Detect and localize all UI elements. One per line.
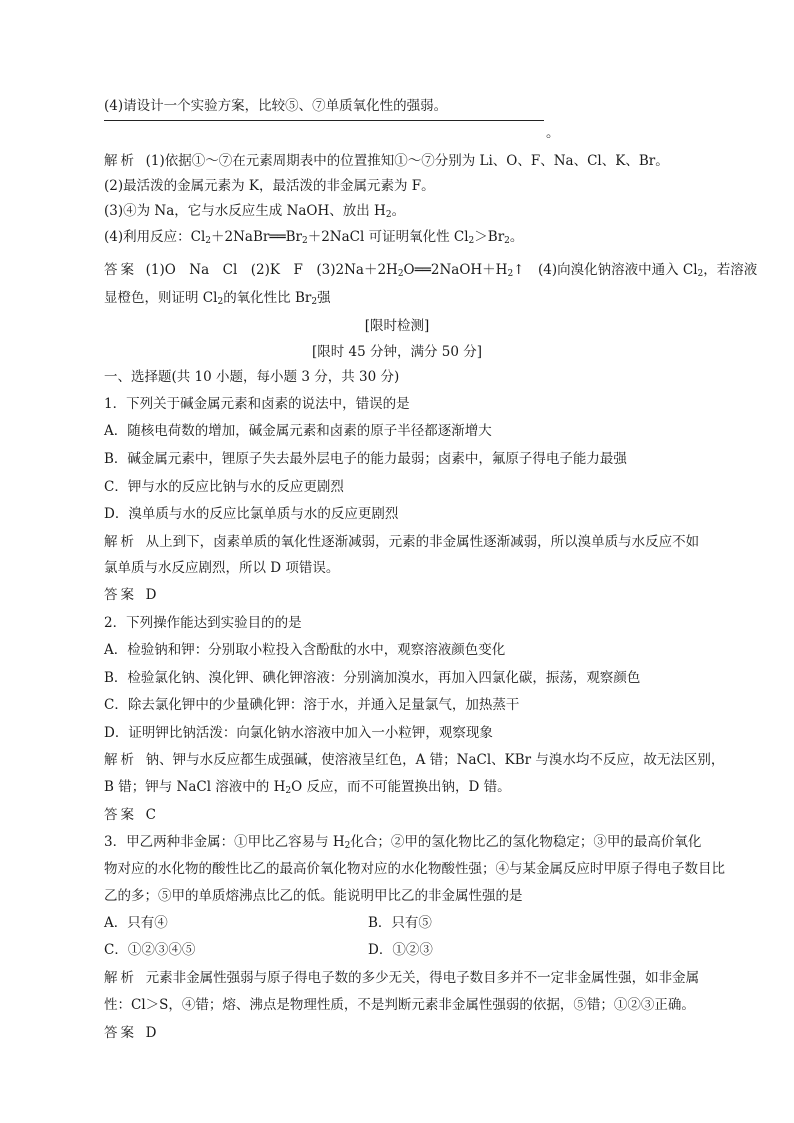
- analysis0-line4: (4)利用反应：$Cl_2+2NaBr══Br_2+2NaCl$ 可证明氧化性 $Cl_2>Br_2$。: [104, 229, 524, 246]
- answer0-line2: 显橙色，则证明 $Cl_2$的氧化性比 $Br_2$强: [104, 290, 331, 307]
- answer-blank-line: [104, 120, 544, 121]
- q2-option-b: B．检验氯化钠、溴化钾、碘化钾溶液：分别滴加溴水，再加入四氯化碳，振荡，观察颜色: [104, 670, 641, 686]
- q2-analysis-line2: B 错；钾与 NaCl 溶液中的 $H_2O$ 反应，而不可能置换出钠，D 错。: [104, 779, 511, 796]
- q1-option-d: D．溴单质与水的反应比氯单质与水的反应更剧烈: [104, 506, 399, 522]
- q4-prompt: (4)请设计一个实验方案，比较⑤、⑦单质氧化性的强弱。: [104, 98, 448, 114]
- q3-answer: 答案 D: [104, 1025, 157, 1041]
- blank-end-mark: 。: [546, 125, 560, 141]
- q2-stem: 2．下列操作能达到实验目的的是: [104, 615, 302, 631]
- q1-answer: 答案 D: [104, 587, 157, 603]
- q1-option-c: C．钾与水的反应比钠与水的反应更剧烈: [104, 479, 344, 495]
- answer0-line1: 答案 (1)O Na Cl (2)K F $(3)2Na+2H_2O══2NaOH+H_2↑$ (4)向溴化钠溶液中通入 $Cl_2$，若溶液: [104, 262, 758, 279]
- section-title: [限时检测]: [364, 318, 430, 334]
- q1-analysis-line2: 氯单质与水反应剧烈，所以 D 项错误。: [104, 560, 340, 576]
- q1-stem: 1．下列关于碱金属元素和卤素的说法中，错误的是: [104, 396, 410, 412]
- q2-option-c: C．除去氯化钾中的少量碘化钾：溶于水，并通入足量氯气，加热蒸干: [104, 697, 520, 713]
- q2-option-d: D．证明钾比钠活泼：向氯化钠水溶液中加入一小粒钾，观察现象: [104, 725, 493, 741]
- q3-option-c: C．①②③④⑤: [104, 942, 196, 958]
- q2-answer: 答案 C: [104, 807, 156, 823]
- analysis0-line2: (2)最活泼的金属元素为 K，最活泼的非金属元素为 F。: [104, 178, 435, 194]
- q3-stem-line1: 3．甲乙两种非金属：①甲比乙容易与 $H_2$化合；②甲的氢化物比乙的氢化物稳定；③甲的最高价氧化: [104, 834, 702, 851]
- q1-option-b: B．碱金属元素中，锂原子失去最外层电子的能力最弱；卤素中，氟原子得电子能力最强: [104, 451, 627, 467]
- section-subtitle: [限时 45 分钟，满分 50 分]: [311, 344, 483, 360]
- q3-option-a: A．只有④: [104, 915, 168, 931]
- analysis0-line3: (3)④为 Na，它与水反应生成 NaOH、放出 $H_2$。: [104, 203, 406, 220]
- q2-option-a: A．检验钠和钾：分别取小粒投入含酚酞的水中，观察溶液颜色变化: [104, 642, 506, 658]
- q3-analysis-line2: 性：Cl＞S，④错；熔、沸点是物理性质，不是判断元素非金属性强弱的依据，⑤错；①②③正确。: [104, 997, 695, 1013]
- q3-options-row1: [104, 913, 704, 933]
- q1-option-a: A．随核电荷数的增加，碱金属元素和卤素的原子半径都逐渐增大: [104, 423, 492, 439]
- q3-analysis-line1: 解析 元素非金属性强弱与原子得电子数的多少无关，得电子数目多并不一定非金属性强，如非金属: [104, 970, 700, 986]
- q3-stem-line2: 物对应的水化物的酸性比乙的最高价氧化物对应的水化物酸性强；④与某金属反应时甲原子得电子数目比: [104, 861, 725, 877]
- section-part-heading: 一、选择题(共 10 小题，每小题 3 分，共 30 分): [104, 369, 400, 385]
- q3-option-b: B．只有⑤: [368, 915, 432, 931]
- q3-options-row2: [104, 940, 704, 960]
- q1-analysis-line1: 解析 从上到下，卤素单质的氧化性逐渐减弱，元素的非金属性逐渐减弱，所以溴单质与水反应不如: [104, 534, 700, 550]
- q3-option-d: D．①②③: [368, 942, 433, 958]
- q2-analysis-line1: 解析 钠、钾与水反应都生成强碱，使溶液呈红色，A 错；NaCl、KBr 与溴水均不反应，故无法区别，: [104, 752, 725, 768]
- q3-stem-line3: 乙的多；⑤甲的单质熔沸点比乙的低。能说明甲比乙的非金属性强的是: [104, 888, 523, 904]
- analysis0-line1: 解析 (1)依据①～⑦在元素周期表中的位置推知①～⑦分别为 Li、O、F、Na、Cl、K、Br。: [104, 153, 669, 169]
